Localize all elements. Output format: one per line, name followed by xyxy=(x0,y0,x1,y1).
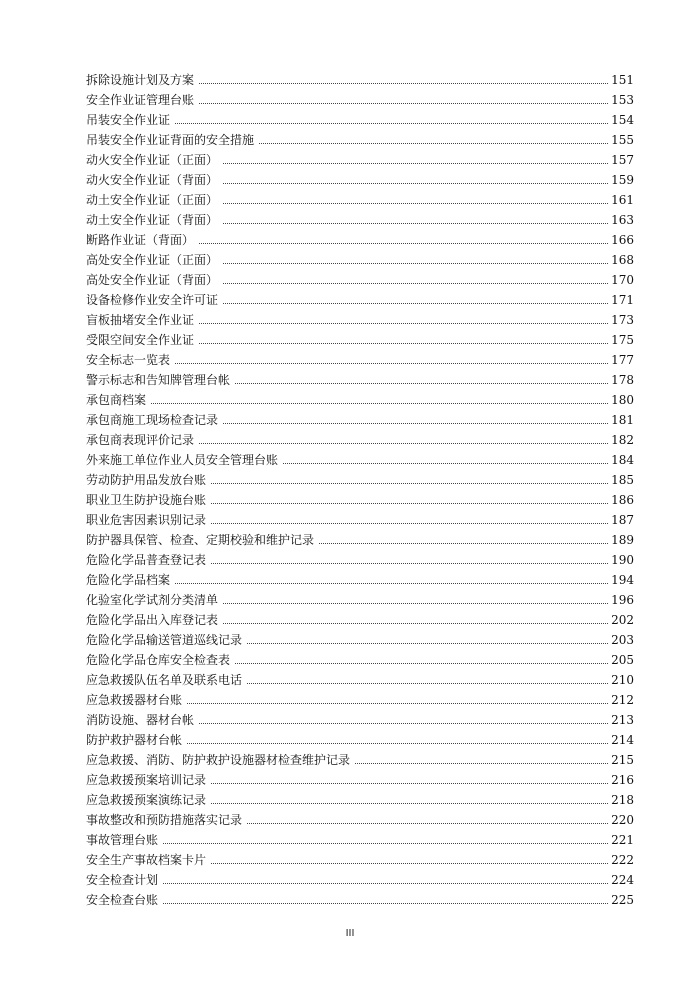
toc-entry[interactable] xyxy=(86,327,634,347)
toc-entry[interactable] xyxy=(86,167,634,187)
toc-entry[interactable] xyxy=(86,407,634,427)
toc-entry[interactable] xyxy=(86,207,634,227)
toc-entry-page-number: 210 xyxy=(611,673,634,687)
toc-entry[interactable] xyxy=(86,227,634,247)
toc-dot-leader xyxy=(223,203,608,204)
toc-entry-title: 防护器具保管、检查、定期校验和维护记录 xyxy=(86,533,315,547)
toc-entry[interactable] xyxy=(86,527,634,547)
toc-entry[interactable] xyxy=(86,587,634,607)
toc-dot-leader xyxy=(211,503,608,504)
toc-dot-leader xyxy=(199,83,608,84)
toc-entry-page-number: 181 xyxy=(611,413,634,427)
toc-entry[interactable] xyxy=(86,267,634,287)
toc-entry-page-number: 154 xyxy=(611,113,634,127)
toc-entry[interactable] xyxy=(86,187,634,207)
table-of-contents xyxy=(86,67,634,907)
toc-entry-title: 拆除设施计划及方案 xyxy=(86,73,195,87)
toc-entry-title: 动火安全作业证（背面） xyxy=(86,173,219,187)
toc-entry[interactable] xyxy=(86,807,634,827)
toc-entry[interactable] xyxy=(86,387,634,407)
toc-entry[interactable] xyxy=(86,347,634,367)
toc-entry-title: 危险化学品普查登记表 xyxy=(86,553,207,567)
toc-entry-title: 吊装安全作业证背面的安全措施 xyxy=(86,133,255,147)
toc-entry-page-number: 175 xyxy=(611,333,634,347)
toc-entry-page-number: 178 xyxy=(611,373,634,387)
toc-entry-title: 受限空间安全作业证 xyxy=(86,333,195,347)
toc-entry-page-number: 215 xyxy=(611,753,634,767)
toc-entry-page-number: 224 xyxy=(611,873,634,887)
toc-entry-page-number: 173 xyxy=(611,313,634,327)
toc-entry-title: 高处安全作业证（正面） xyxy=(86,253,219,267)
toc-entry-title: 承包商档案 xyxy=(86,393,147,407)
toc-entry[interactable] xyxy=(86,447,634,467)
toc-entry-title: 职业危害因素识别记录 xyxy=(86,513,207,527)
toc-entry[interactable] xyxy=(86,607,634,627)
toc-entry-title: 职业卫生防护设施台账 xyxy=(86,493,207,507)
toc-entry-title: 承包商施工现场检查记录 xyxy=(86,413,219,427)
toc-entry[interactable] xyxy=(86,847,634,867)
toc-entry-title: 应急救援队伍名单及联系电话 xyxy=(86,673,243,687)
toc-entry-title: 消防设施、器材台帐 xyxy=(86,713,195,727)
toc-dot-leader xyxy=(247,683,608,684)
toc-entry-page-number: 203 xyxy=(611,633,634,647)
toc-dot-leader xyxy=(283,463,608,464)
toc-entry-page-number: 190 xyxy=(611,553,634,567)
toc-entry-title: 安全作业证管理台账 xyxy=(86,93,195,107)
toc-entry-title: 化验室化学试剂分类清单 xyxy=(86,593,219,607)
toc-entry-title: 应急救援预案演练记录 xyxy=(86,793,207,807)
toc-entry[interactable] xyxy=(86,487,634,507)
toc-entry-title: 防护救护器材台帐 xyxy=(86,733,183,747)
toc-dot-leader xyxy=(187,743,608,744)
toc-dot-leader xyxy=(199,723,608,724)
toc-entry-page-number: 196 xyxy=(611,593,634,607)
toc-entry-page-number: 180 xyxy=(611,393,634,407)
toc-entry-page-number: 166 xyxy=(611,233,634,247)
toc-dot-leader xyxy=(211,563,608,564)
toc-entry[interactable] xyxy=(86,427,634,447)
toc-entry-page-number: 187 xyxy=(611,513,634,527)
toc-entry-title: 安全生产事故档案卡片 xyxy=(86,853,207,867)
toc-entry[interactable] xyxy=(86,287,634,307)
toc-entry-page-number: 216 xyxy=(611,773,634,787)
toc-dot-leader xyxy=(175,363,608,364)
toc-entry-title: 危险化学品输送管道巡线记录 xyxy=(86,633,243,647)
toc-dot-leader xyxy=(247,643,608,644)
toc-dot-leader xyxy=(199,343,608,344)
toc-entry-title: 安全标志一览表 xyxy=(86,353,171,367)
toc-dot-leader xyxy=(211,783,608,784)
toc-dot-leader xyxy=(151,403,608,404)
toc-entry-title: 安全检查台账 xyxy=(86,893,159,907)
toc-entry-page-number: 186 xyxy=(611,493,634,507)
toc-entry-page-number: 170 xyxy=(611,273,634,287)
toc-entry-page-number: 221 xyxy=(611,833,634,847)
toc-entry-page-number: 220 xyxy=(611,813,634,827)
toc-dot-leader xyxy=(223,283,608,284)
toc-entry[interactable] xyxy=(86,627,634,647)
toc-entry[interactable] xyxy=(86,747,634,767)
toc-dot-leader xyxy=(211,803,608,804)
toc-entry-title: 危险化学品仓库安全检查表 xyxy=(86,653,231,667)
toc-entry-title: 安全检查计划 xyxy=(86,873,159,887)
toc-entry-title: 应急救援预案培训记录 xyxy=(86,773,207,787)
toc-dot-leader xyxy=(223,263,608,264)
toc-dot-leader xyxy=(247,823,608,824)
toc-entry-page-number: 153 xyxy=(611,93,634,107)
toc-entry[interactable] xyxy=(86,547,634,567)
toc-dot-leader xyxy=(223,623,608,624)
toc-dot-leader xyxy=(199,443,608,444)
toc-dot-leader xyxy=(199,323,608,324)
toc-entry-title: 劳动防护用品发放台账 xyxy=(86,473,207,487)
toc-dot-leader xyxy=(187,703,608,704)
toc-dot-leader xyxy=(175,583,608,584)
toc-entry-page-number: 218 xyxy=(611,793,634,807)
toc-dot-leader xyxy=(199,243,608,244)
toc-entry-page-number: 155 xyxy=(611,133,634,147)
toc-dot-leader xyxy=(223,223,608,224)
toc-entry-title: 动土安全作业证（正面） xyxy=(86,193,219,207)
toc-entry-title: 警示标志和告知牌管理台帐 xyxy=(86,373,231,387)
toc-dot-leader xyxy=(211,483,608,484)
toc-entry-page-number: 161 xyxy=(611,193,634,207)
toc-entry[interactable] xyxy=(86,687,634,707)
toc-dot-leader xyxy=(223,423,608,424)
page-number: III xyxy=(345,928,355,939)
toc-dot-leader xyxy=(355,763,608,764)
toc-dot-leader xyxy=(259,143,608,144)
toc-entry[interactable] xyxy=(86,307,634,327)
toc-entry-page-number: 182 xyxy=(611,433,634,447)
toc-entry-title: 危险化学品档案 xyxy=(86,573,171,587)
toc-entry-title: 动火安全作业证（正面） xyxy=(86,153,219,167)
toc-entry-title: 外来施工单位作业人员安全管理台账 xyxy=(86,453,279,467)
toc-entry[interactable] xyxy=(86,887,634,907)
toc-entry-page-number: 222 xyxy=(611,853,634,867)
toc-entry[interactable] xyxy=(86,467,634,487)
toc-entry-page-number: 171 xyxy=(611,293,634,307)
toc-entry-title: 吊装安全作业证 xyxy=(86,113,171,127)
toc-entry-page-number: 189 xyxy=(611,533,634,547)
toc-entry-page-number: 177 xyxy=(611,353,634,367)
toc-dot-leader xyxy=(163,843,608,844)
toc-entry-title: 高处安全作业证（背面） xyxy=(86,273,219,287)
toc-entry-page-number: 212 xyxy=(611,693,634,707)
toc-entry-page-number: 213 xyxy=(611,713,634,727)
toc-dot-leader xyxy=(223,183,608,184)
toc-entry-title: 事故整改和预防措施落实记录 xyxy=(86,813,243,827)
toc-entry-title: 事故管理台账 xyxy=(86,833,159,847)
toc-entry[interactable] xyxy=(86,367,634,387)
toc-dot-leader xyxy=(211,863,608,864)
toc-dot-leader xyxy=(223,303,608,304)
toc-dot-leader xyxy=(223,603,608,604)
toc-entry[interactable] xyxy=(86,147,634,167)
toc-dot-leader xyxy=(163,903,608,904)
toc-entry[interactable] xyxy=(86,67,634,87)
toc-entry-page-number: 163 xyxy=(611,213,634,227)
toc-entry-title: 动土安全作业证（背面） xyxy=(86,213,219,227)
toc-entry-page-number: 205 xyxy=(611,653,634,667)
toc-entry[interactable] xyxy=(86,787,634,807)
toc-entry-page-number: 159 xyxy=(611,173,634,187)
toc-dot-leader xyxy=(211,523,608,524)
toc-entry-page-number: 157 xyxy=(611,153,634,167)
toc-entry-title: 应急救援器材台账 xyxy=(86,693,183,707)
toc-entry-title: 承包商表现评价记录 xyxy=(86,433,195,447)
toc-entry-page-number: 168 xyxy=(611,253,634,267)
toc-entry-page-number: 151 xyxy=(611,73,634,87)
toc-entry-page-number: 185 xyxy=(611,473,634,487)
toc-entry-page-number: 225 xyxy=(611,893,634,907)
toc-entry-page-number: 202 xyxy=(611,613,634,627)
toc-entry-title: 危险化学品出入库登记表 xyxy=(86,613,219,627)
toc-entry-title: 应急救援、消防、防护救护设施器材检查维护记录 xyxy=(86,753,351,767)
toc-entry[interactable] xyxy=(86,247,634,267)
toc-entry[interactable] xyxy=(86,707,634,727)
toc-entry[interactable] xyxy=(86,727,634,747)
toc-entry[interactable] xyxy=(86,87,634,107)
toc-entry-page-number: 194 xyxy=(611,573,634,587)
toc-dot-leader xyxy=(163,883,608,884)
toc-dot-leader xyxy=(235,663,608,664)
toc-dot-leader xyxy=(199,103,608,104)
toc-dot-leader xyxy=(175,123,608,124)
toc-entry[interactable] xyxy=(86,867,634,887)
toc-entry[interactable] xyxy=(86,767,634,787)
toc-entry[interactable] xyxy=(86,567,634,587)
toc-entry[interactable] xyxy=(86,827,634,847)
toc-entry-page-number: 214 xyxy=(611,733,634,747)
toc-entry-title: 盲板抽堵安全作业证 xyxy=(86,313,195,327)
toc-entry[interactable] xyxy=(86,107,634,127)
toc-entry[interactable] xyxy=(86,127,634,147)
toc-entry-page-number: 184 xyxy=(611,453,634,467)
toc-entry[interactable] xyxy=(86,667,634,687)
toc-dot-leader xyxy=(319,543,608,544)
toc-entry-title: 设备检修作业安全许可证 xyxy=(86,293,219,307)
toc-entry[interactable] xyxy=(86,507,634,527)
toc-dot-leader xyxy=(235,383,608,384)
toc-entry[interactable] xyxy=(86,647,634,667)
toc-entry-title: 断路作业证（背面） xyxy=(86,233,195,247)
toc-dot-leader xyxy=(223,163,608,164)
